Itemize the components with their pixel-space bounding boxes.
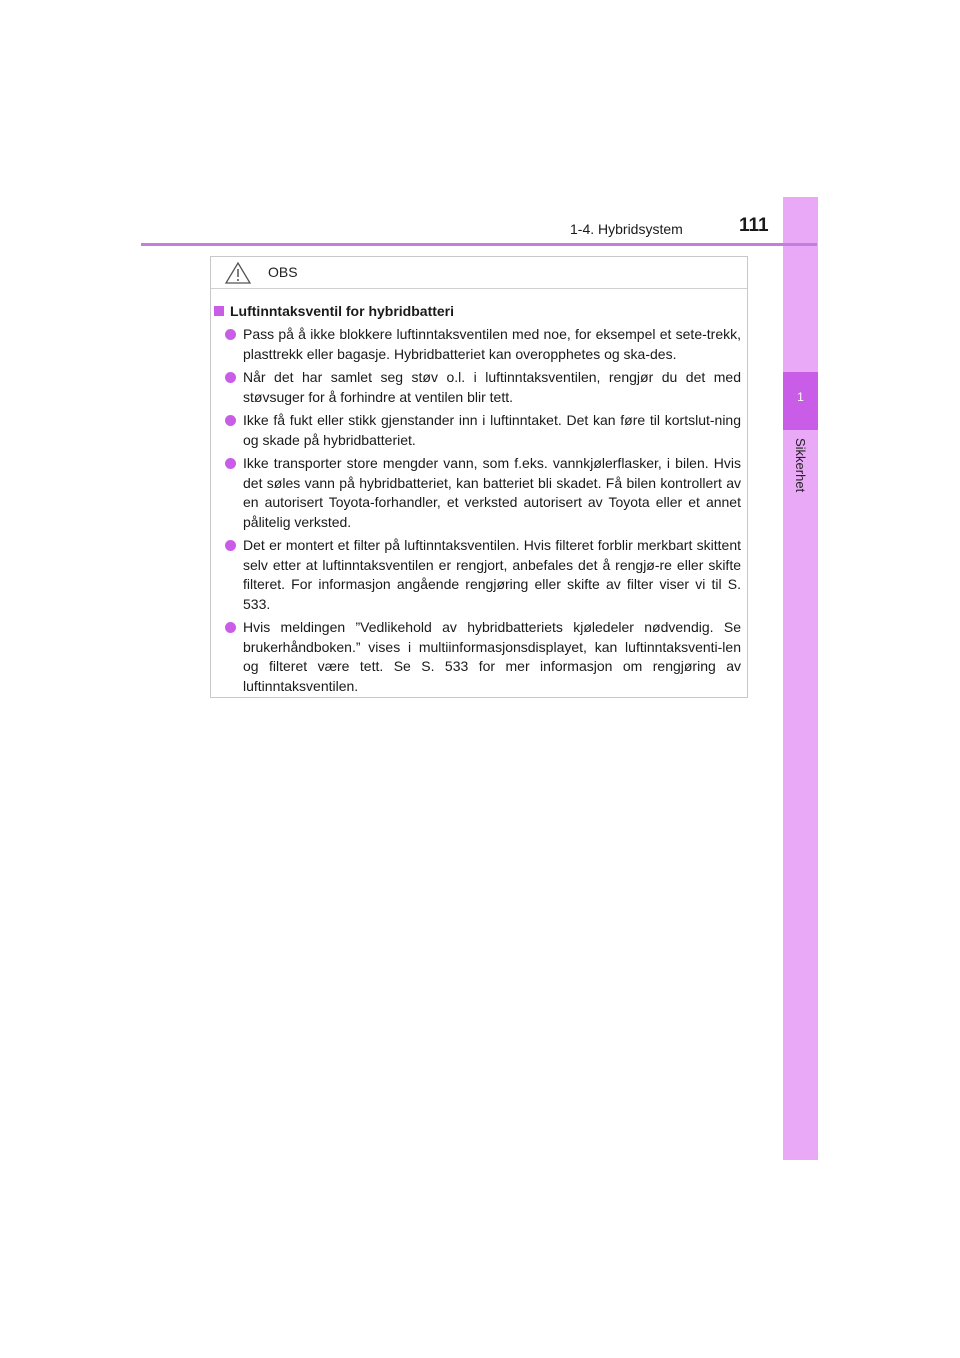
bullet-dot-icon — [225, 372, 236, 383]
list-item-text: Pass på å ikke blokkere luftinntaksventilen med noe, for eksempel et sete-trekk, plasttrekk eller bagasje. Hybridbatteriet kan overopphetes og ska-des. — [243, 326, 741, 362]
list-item-text: Når det har samlet seg støv o.l. i luftinntaksventilen, rengjør du det med støvsuger for å forhindre at ventilen blir tett. — [243, 369, 741, 405]
notice-header — [211, 257, 747, 289]
list-item-text: Det er montert et filter på luftinntaksventilen. Hvis filteret forblir merkbart skittent selv etter at luftinntaksventilen er rengjort, anbefales det å rengjø-re eller skifte filteret. For informasjon angående rengjøring eller skifte av filter viser vi til S. 533. — [243, 537, 741, 612]
header-rule — [141, 243, 817, 246]
list-item-text: Ikke få fukt eller stikk gjenstander inn i luftinntaket. Det kan føre til kortslut-ning og skade på hybridbatteriet. — [243, 412, 741, 448]
page-number: 111 — [739, 215, 769, 236]
side-tab — [783, 197, 818, 1160]
list-item-text: Ikke transporter store mengder vann, som f.eks. vannkjølerflasker, i bilen. Hvis det søles vann på hybridbatteriet, kan batteriet bli skadet. Få bilen kontrollert av en autorisert Toyota-forhandler, et verksted autorisert av Toyota eller et annet pålitelig verksted. — [243, 455, 741, 530]
list-item — [225, 454, 741, 532]
bullet-dot-icon — [225, 622, 236, 633]
section-title: 1-4. Hybridsystem — [570, 221, 683, 237]
bullet-dot-icon — [225, 458, 236, 469]
notice-body — [211, 289, 747, 696]
warning-triangle-icon — [224, 261, 252, 285]
notice-box — [210, 256, 748, 698]
list-item — [225, 411, 741, 450]
notice-title: OBS — [268, 264, 298, 280]
list-item — [225, 368, 741, 407]
bullet-dot-icon — [225, 329, 236, 340]
notice-bullet-list — [214, 325, 741, 696]
notice-subheading — [214, 303, 741, 319]
square-bullet-icon — [214, 306, 224, 316]
list-item-text: Hvis meldingen ”Vedlikehold av hybridbatteriets kjøledeler nødvendig. Se brukerhåndboken.” vises i multiinformasjonsdisplayet, kan luftinntaksventi-len og filteret være tett. Se S. 533 for mer informasjon om rengjøring av luftinntaksventilen. — [243, 619, 741, 694]
list-item — [225, 618, 741, 696]
bullet-dot-icon — [225, 415, 236, 426]
bullet-dot-icon — [225, 540, 236, 551]
chapter-number: 1 — [797, 390, 804, 404]
list-item — [225, 536, 741, 614]
chapter-label: Sikkerhet — [793, 438, 808, 493]
list-item — [225, 325, 741, 364]
notice-subheading-text: Luftinntaksventil for hybridbatteri — [230, 303, 455, 319]
